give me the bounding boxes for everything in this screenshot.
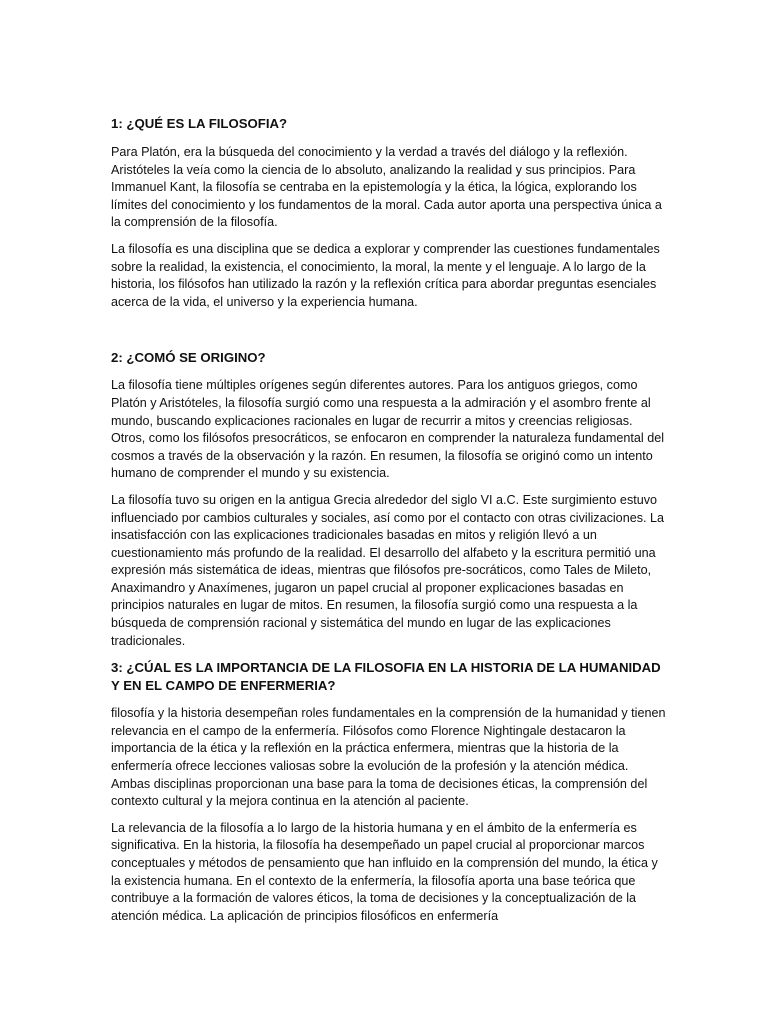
paragraph: La filosofía tuvo su origen en la antigua Grecia alrededor del siglo VI a.C. Este surgimiento estuvo influenciado por cambios culturales y sociales, así como por el contacto con otras civilizaciones. La insatisfacción con las explicaciones tradicionales basadas en mitos y religión llevó a un cuestionamiento más profundo de la realidad. El desarrollo del alfabeto y la escritura permitió una expresión más sistemática de ideas, mientras que filósofos pre-socráticos, como Tales de Mileto, Anaximandro y Anaxímenes, jugaron un papel crucial al proponer explicaciones basadas en principios naturales en lugar de mitos. En resumen, la filosofía surgió como una respuesta a la búsqueda de comprensión racional y sistemática del mundo en lugar de las explicaciones tradicionales. — [111, 492, 664, 648]
section-what-is-philosophy — [111, 115, 668, 311]
section-origin — [111, 349, 668, 650]
section-heading: 1: ¿QUÉ ES LA FILOSOFIA? — [111, 116, 288, 131]
paragraph: filosofía y la historia desempeñan roles fundamentales en la comprensión de la humanidad y tienen relevancia en el campo de la enfermería. Filósofos como Florence Nightingale destacaron la importancia de la ética y la reflexión en la práctica enfermera, mientras que la historia de la enfermería ofrece lecciones valiosas sobre la evolución de la profesión y la atención médica. Ambas disciplinas proporcionan una base para la toma de decisiones éticas, la comprensión del contexto cultural y la mejora continua en la atención al paciente. — [111, 706, 666, 809]
section-heading: 2: ¿COMÓ SE ORIGINO? — [111, 350, 266, 366]
section-heading: 3: ¿CÚAL ES LA IMPORTANCIA DE LA FILOSOFIA EN LA HISTORIA DE LA HUMANIDAD Y EN EL CAMPO DE ENFERMERIA? — [111, 660, 661, 694]
paragraph: La filosofía es una disciplina que se dedica a explorar y comprender las cuestiones fundamentales sobre la realidad, la existencia, el conocimiento, la moral, la mente y el lenguaje. A lo largo de la historia, los filósofos han utilizado la razón y la reflexión crítica para abordar preguntas esenciales acerca de la vida, el universo y la experiencia humana. — [111, 241, 660, 309]
section-importance — [111, 659, 668, 925]
paragraph: Para Platón, era la búsqueda del conocimiento y la verdad a través del diálogo y la reflexión. Aristóteles la veía como la ciencia de lo absoluto, analizando la realidad y sus principios. Para Immanuel Kant, la filosofía se centraba en la epistemología y la ética, la lógica, explorando los límites del conocimiento y los fundamentos de la moral. Cada autor aporta una perspectiva única a la comprensión de la filosofía. — [111, 145, 662, 230]
paragraph: La relevancia de la filosofía a lo largo de la historia humana y en el ámbito de la enfermería es significativa. En la historia, la filosofía ha desempeñado un papel crucial al proporcionar marcos conceptuales y métodos de pensamiento que han influido en la comprensión del mundo, la ética y la existencia humana. En el contexto de la enfermería, la filosofía aporta una base teórica que contribuye a la formación de valores éticos, la toma de decisiones y la conceptualización de la atención médica. La aplicación de principios filosóficos en enfermería — [111, 820, 658, 923]
paragraph: La filosofía tiene múltiples orígenes según diferentes autores. Para los antiguos griegos, como Platón y Aristóteles, la filosofía surgió como una respuesta a la admiración y el asombro frente al mundo, buscando explicaciones racionales en lugar de recurrir a mitos y creencias religiosas. Otros, como los filósofos presocráticos, se enfocaron en comprender la naturaleza fundamental del cosmos a través de la observación y la razón. En resumen, la filosofía se originó como un intento humano de comprender el mundo y su existencia. — [111, 378, 665, 481]
